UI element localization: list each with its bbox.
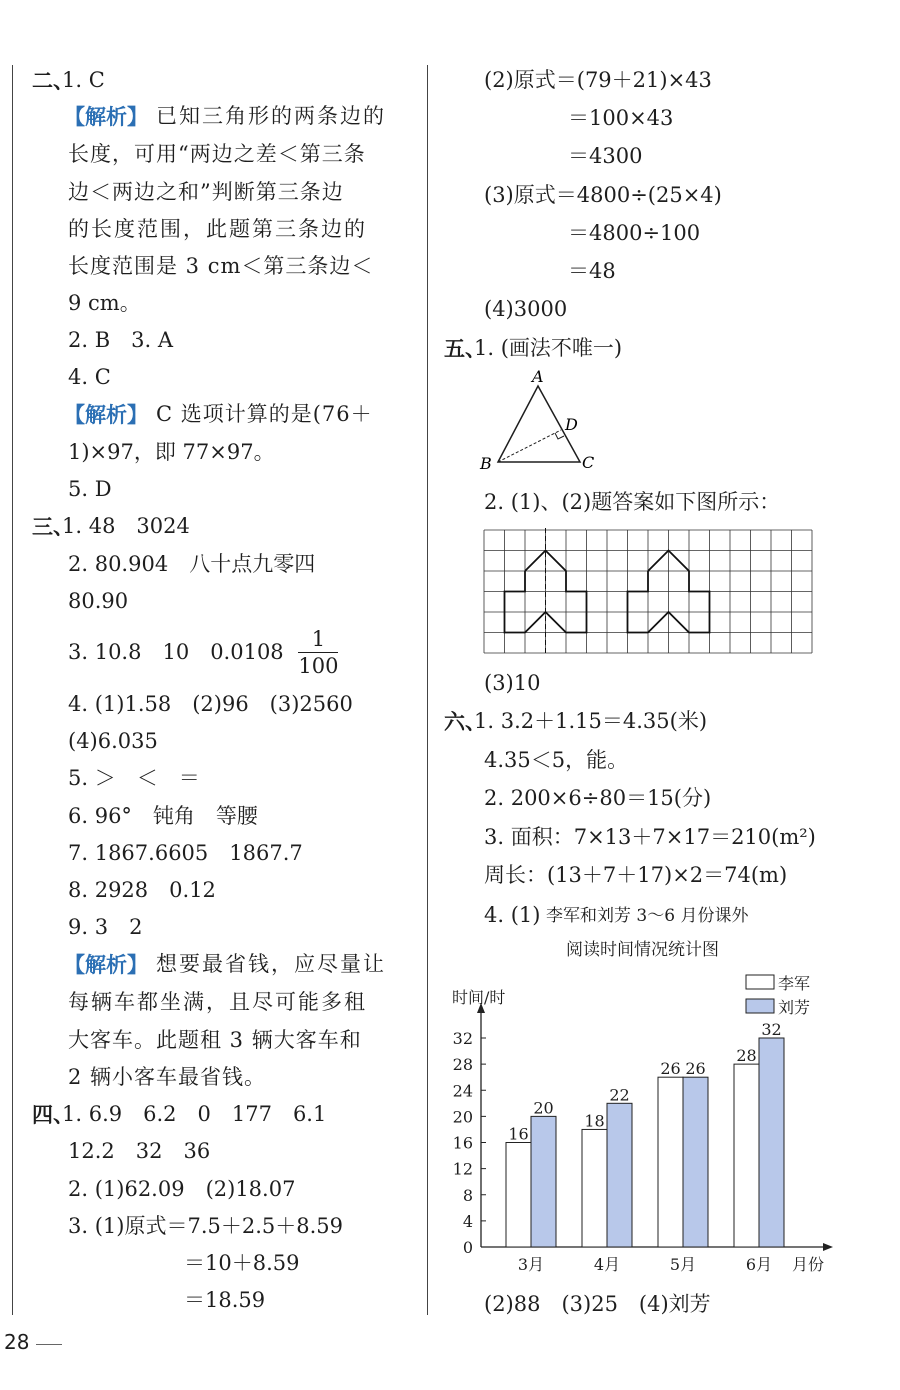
analysis-line: 已知三角形的两条边的 <box>156 104 386 128</box>
s3-q3 <box>68 628 338 677</box>
analysis-line: 长度范围是 3 cm＜第三条边＜ <box>68 254 374 278</box>
grid-figure <box>482 528 822 664</box>
bar-lijun <box>582 1129 607 1247</box>
bar-liufang <box>759 1038 784 1247</box>
analysis-line: 的长度范围，此题第三条边的 <box>68 217 367 241</box>
fraction-denominator: 100 <box>298 654 339 679</box>
bar-liufang <box>607 1103 632 1247</box>
fraction <box>298 628 338 677</box>
s3-q7: 7. 1867.6605 1867.7 <box>68 841 303 865</box>
section-2-heading: 二、 <box>32 68 74 93</box>
s3-q2-cont: 80.90 <box>68 589 129 613</box>
altitude-bd <box>498 430 561 462</box>
s6-q1-cont: 4.35＜5，能。 <box>484 748 629 772</box>
s6-q3: 3. 面积：7×13＋7×17＝210(m²) <box>484 825 816 849</box>
analysis-tag: 【解析】 <box>64 104 148 129</box>
s3-q1: 1. 48 3024 <box>62 514 190 538</box>
s5-q1: 1. (画法不唯一) <box>474 336 623 360</box>
s4-q3-step: ＝48 <box>568 259 616 283</box>
analysis-line: 长度，可用“两边之差＜第三条 <box>68 142 366 166</box>
s3-q6: 6. 96° 钝角 等腰 <box>68 804 258 828</box>
legend-swatch <box>746 999 774 1013</box>
data-label: 16 <box>508 1124 529 1144</box>
s5-q2-3: (3)10 <box>484 671 541 695</box>
s2-q4: 4. C <box>68 365 111 389</box>
s3-q2: 2. 80.904 八十点九零四 <box>68 552 316 576</box>
s4-q1: 1. 6.9 6.2 0 177 6.1 <box>62 1102 327 1126</box>
section-3-heading: 三、 <box>32 514 74 539</box>
s3-q5: 5. ＞ ＜ ＝ <box>68 766 200 790</box>
x-tick-label: 6月 <box>745 1255 773 1274</box>
analysis-line: C 选项计算的是(76＋ <box>156 402 373 426</box>
section-5-heading: 五、 <box>444 336 486 361</box>
s4-q3-step: ＝18.59 <box>184 1288 266 1312</box>
analysis-line: 想要最省钱，应尽量让 <box>156 952 386 976</box>
analysis-line: 2 辆小客车最省钱。 <box>68 1065 267 1089</box>
column-divider <box>427 65 428 1315</box>
data-label: 28 <box>736 1046 757 1066</box>
s2-q2-q3: 2. B 3. A <box>68 328 174 352</box>
analysis-tag: 【解析】 <box>64 402 148 427</box>
data-label: 32 <box>761 1020 782 1039</box>
bar-chart <box>440 965 840 1285</box>
section-6-heading: 六、 <box>444 709 486 734</box>
fraction-numerator: 1 <box>298 628 338 653</box>
s4-q3-part3: (3)原式＝4800÷(25×4) <box>484 183 722 207</box>
s4-q1-cont: 12.2 32 36 <box>68 1139 211 1163</box>
y-axis-label: 时间/时 <box>452 988 506 1007</box>
y-tick-label: 4 <box>462 1211 473 1231</box>
bar-lijun <box>658 1077 683 1247</box>
chart-title-line-2: 阅读时间情况统计图 <box>566 940 719 960</box>
x-tick-label: 4月 <box>593 1255 621 1274</box>
page-number-dash <box>36 1344 62 1345</box>
x-tick-label: 3月 <box>517 1255 545 1274</box>
y-tick-label: 32 <box>452 1029 473 1048</box>
bar-lijun <box>506 1143 531 1248</box>
s4-q3-part4: (4)3000 <box>484 297 568 321</box>
s6-q2: 2. 200×6÷80＝15(分) <box>484 786 712 810</box>
s4-q3-step: ＝4800÷100 <box>568 221 701 245</box>
triangle-figure <box>470 368 610 478</box>
y-tick-label: 20 <box>452 1107 473 1127</box>
analysis-line: 9 cm。 <box>68 291 141 315</box>
y-tick-label: 28 <box>452 1055 473 1075</box>
s3-q8: 8. 2928 0.12 <box>68 878 216 902</box>
bar-lijun <box>734 1064 759 1247</box>
x-tick-label: 5月 <box>669 1255 697 1274</box>
page-number: 28 <box>4 1330 30 1354</box>
legend-label: 刘芳 <box>778 998 811 1017</box>
data-label: 26 <box>660 1059 681 1079</box>
s6-q3-cont: 周长：(13＋7＋17)×2＝74(m) <box>484 863 788 887</box>
vertex-label-d: D <box>565 415 578 434</box>
s3-q3-text: 3. 10.8 10 0.0108 <box>68 640 284 665</box>
s4-q3-step: ＝4300 <box>568 144 643 168</box>
x-axis-arrow <box>823 1243 833 1251</box>
s4-q3-step: ＝10＋8.59 <box>184 1251 300 1275</box>
analysis-line: 1)×97，即 77×97。 <box>68 440 275 464</box>
left-margin-line <box>12 65 13 1315</box>
y-tick-label: 12 <box>452 1159 473 1179</box>
y-tick-label: 0 <box>462 1238 473 1257</box>
chart-title-line-1: 李军和刘芳 3～6 月份课外 <box>546 906 749 926</box>
s3-q4: 4. (1)1.58 (2)96 (3)2560 <box>68 692 353 716</box>
s4-q3-step: ＝100×43 <box>568 106 674 130</box>
analysis-line: 大客车。此题租 3 辆大客车和 <box>68 1028 362 1052</box>
s6-q4-tail: (2)88 (3)25 (4)刘芳 <box>484 1292 711 1316</box>
s6-q1: 1. 3.2＋1.15＝4.35(米) <box>474 709 708 733</box>
data-label: 18 <box>584 1111 605 1131</box>
analysis-line: 每辆车都坐满，且尽可能多租 <box>68 990 367 1014</box>
data-label: 20 <box>533 1098 554 1118</box>
data-label: 26 <box>685 1059 706 1079</box>
analysis-line: 边＜两边之和”判断第三条边 <box>68 180 344 204</box>
section-4-heading: 四、 <box>32 1102 74 1127</box>
y-tick-label: 8 <box>462 1185 473 1205</box>
vertex-label-b: B <box>480 454 492 473</box>
s6-q4-label: 4. (1) <box>484 903 541 927</box>
s2-q1: 1. C <box>62 68 105 92</box>
y-tick-label: 24 <box>452 1081 473 1101</box>
s5-q2: 2. (1)、(2)题答案如下图所示： <box>484 490 781 514</box>
legend-label: 李军 <box>778 974 811 993</box>
right-angle-mark <box>555 433 564 439</box>
s3-q4-cont: (4)6.035 <box>68 729 158 753</box>
vertex-label-a: A <box>532 368 544 386</box>
bar-liufang <box>531 1116 556 1247</box>
s4-q3: 3. (1)原式＝7.5＋2.5＋8.59 <box>68 1214 344 1238</box>
legend-swatch <box>746 975 774 989</box>
s4-q2: 2. (1)62.09 (2)18.07 <box>68 1177 296 1201</box>
analysis-tag: 【解析】 <box>64 952 148 977</box>
vertex-label-c: C <box>582 453 595 472</box>
s3-q9: 9. 3 2 <box>68 915 143 939</box>
bar-liufang <box>683 1077 708 1247</box>
s2-q5: 5. D <box>68 477 112 501</box>
y-tick-label: 16 <box>452 1133 473 1153</box>
s4-q3-part2: (2)原式＝(79＋21)×43 <box>484 68 712 92</box>
x-axis-label: 月份 <box>792 1255 825 1274</box>
data-label: 22 <box>609 1085 630 1105</box>
